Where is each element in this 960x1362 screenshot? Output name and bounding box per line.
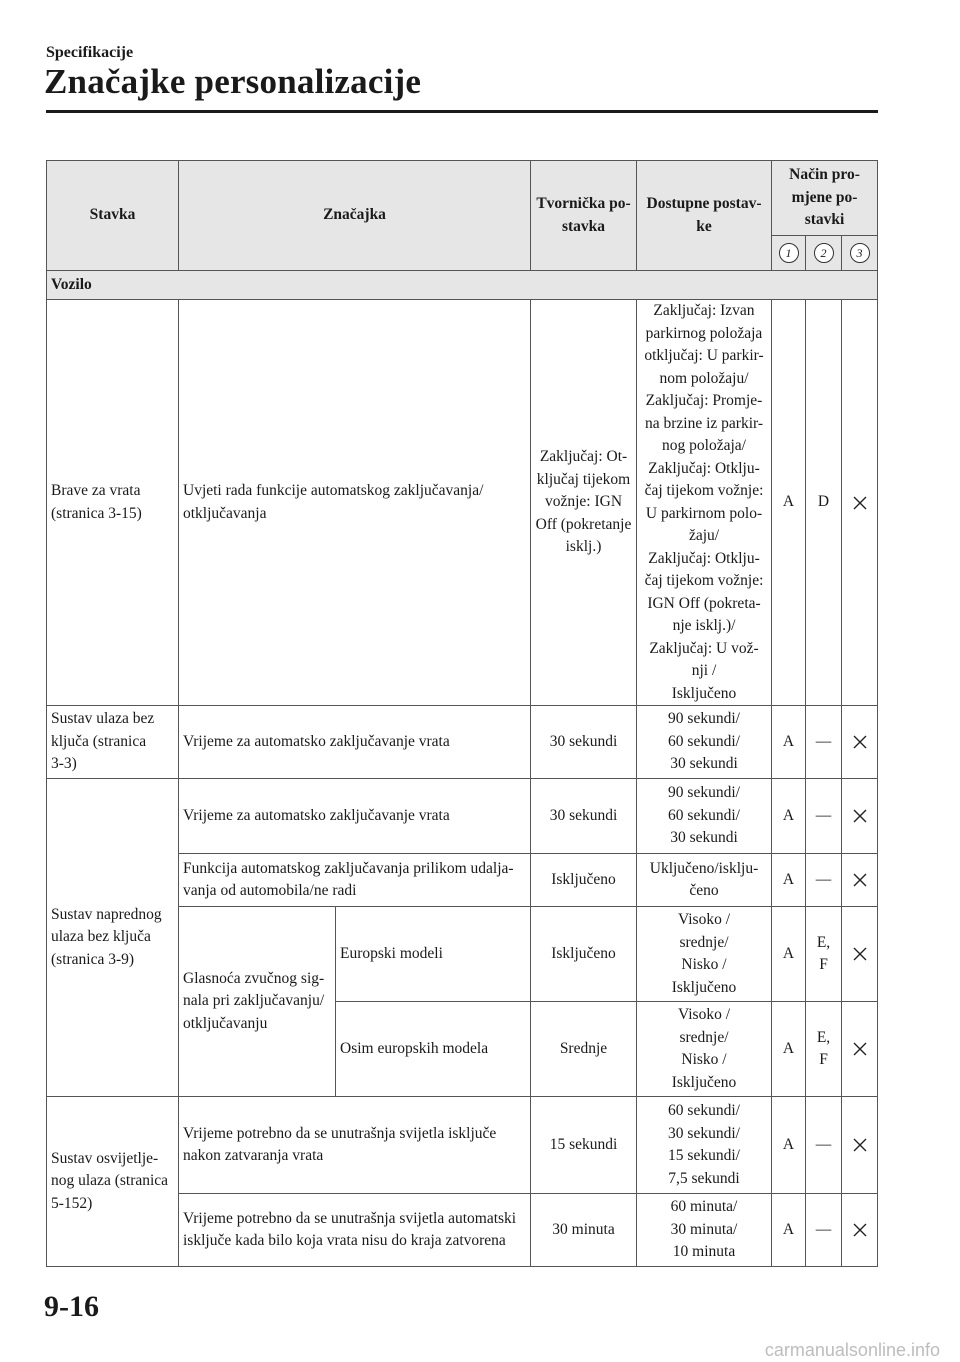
- table-header-row: [47, 161, 878, 236]
- header-feature: Značajka: [179, 161, 531, 271]
- factory-cell: 30 sekundi: [531, 706, 637, 779]
- item-cell: Brave za vrata (stranica 3-15): [47, 300, 179, 706]
- title-rule: [46, 110, 878, 113]
- feature-cell: Vrijeme za automatsko zaključavanje vrata: [179, 779, 531, 854]
- customization-table: [46, 160, 878, 1267]
- available-cell: 60 sekundi/ 30 sekundi/ 15 sekundi/ 7,5 sekundi: [637, 1097, 772, 1194]
- method-col-2: [806, 236, 842, 271]
- method-2-cell: D: [806, 300, 842, 706]
- factory-cell: Isključeno: [531, 907, 637, 1002]
- table-row: [47, 1097, 878, 1194]
- method-2-cell: —: [806, 1097, 842, 1194]
- factory-cell: 30 sekundi: [531, 779, 637, 854]
- available-cell: 90 sekundi/ 60 sekundi/ 30 sekundi: [637, 706, 772, 779]
- available-cell: 60 minuta/ 30 minuta/ 10 minuta: [637, 1194, 772, 1267]
- method-col-3: [842, 236, 878, 271]
- section-label: Specifikacije: [46, 44, 134, 61]
- method-2-cell: —: [806, 854, 842, 907]
- method-1-cell: A: [772, 1097, 806, 1194]
- method-3-cell: [842, 706, 878, 779]
- method-1-cell: A: [772, 854, 806, 907]
- method-1-cell: A: [772, 1194, 806, 1267]
- method-3-cell: [842, 1194, 878, 1267]
- cross-icon: [852, 495, 868, 511]
- cross-icon: [852, 808, 868, 824]
- method-3-cell: [842, 1002, 878, 1097]
- method-2-cell: —: [806, 779, 842, 854]
- method-2-cell: E, F: [806, 907, 842, 1002]
- factory-cell: Zaključaj: Ot- ključaj tijekom vožnje: IGN Off (pokretanje isklj.): [531, 300, 637, 706]
- model-cell: Europski modeli: [336, 907, 531, 1002]
- method-1-cell: A: [772, 1002, 806, 1097]
- cross-icon: [852, 1041, 868, 1057]
- feature-cell: Vrijeme za automatsko zaključavanje vrata: [179, 706, 531, 779]
- feature-cell: Vrijeme potrebno da se unutrašnja svijetla isključe nakon zatvaranja vrata: [179, 1097, 531, 1194]
- header-available: Dostupne postav- ke: [637, 161, 772, 271]
- table-row: [47, 779, 878, 854]
- method-2-cell: —: [806, 1194, 842, 1267]
- cross-icon: [852, 1222, 868, 1238]
- feature-cell: Vrijeme potrebno da se unutrašnja svijetla automatski isključe kada bilo koja vrata nisu do kraja zatvorena: [179, 1194, 531, 1267]
- method-2-cell: E, F: [806, 1002, 842, 1097]
- watermark: carmanualsonline.info: [764, 1340, 940, 1360]
- method-3-cell: [842, 1097, 878, 1194]
- method-col-1: [772, 236, 806, 271]
- feature-cell: Glasnoća zvučnog sig- nala pri zaključavanju/ otključavanju: [179, 907, 336, 1097]
- method-1-cell: A: [772, 706, 806, 779]
- factory-cell: Srednje: [531, 1002, 637, 1097]
- group-label: Vozilo: [47, 271, 878, 300]
- available-cell: Visoko / srednje/ Nisko / Isključeno: [637, 1002, 772, 1097]
- method-1-cell: A: [772, 907, 806, 1002]
- method-3-cell: [842, 907, 878, 1002]
- available-cell: Visoko / srednje/ Nisko / Isključeno: [637, 907, 772, 1002]
- cross-icon: [852, 1137, 868, 1153]
- method-1-cell: A: [772, 779, 806, 854]
- model-cell: Osim europskih modela: [336, 1002, 531, 1097]
- feature-cell: Funkcija automatskog zaključavanja prilikom udalja- vanja od automobila/ne radi: [179, 854, 531, 907]
- circled-number-icon: 3: [850, 243, 870, 263]
- table-row: [47, 300, 878, 706]
- cross-icon: [852, 734, 868, 750]
- item-cell: Sustav naprednog ulaza bez ključa (stranica 3-9): [47, 779, 179, 1097]
- feature-cell: Uvjeti rada funkcije automatskog zaključavanja/ otključavanja: [179, 300, 531, 706]
- page-title: Značajke personalizacije: [44, 62, 422, 101]
- method-2-cell: —: [806, 706, 842, 779]
- method-3-cell: [842, 779, 878, 854]
- available-cell: Zaključaj: Izvan parkirnog položaja otključaj: U parkir- nom položaju/ Zaključaj: Promje- na brzine iz parkir- nog položaja/ Zaključaj: Otklju- čaj tijekom vožnje: U parkirnom polo- žaju/ Zaključaj: Otklju- čaj tijekom vožnje: IGN Off (pokreta- nje isklj.)/ Zaključaj: U vož- nji / Isključeno: [637, 300, 772, 706]
- header-factory: Tvornička po- stavka: [531, 161, 637, 271]
- factory-cell: 30 minuta: [531, 1194, 637, 1267]
- item-cell: Sustav osvijetlje- nog ulaza (stranica 5-152): [47, 1097, 179, 1267]
- factory-cell: Isključeno: [531, 854, 637, 907]
- cross-icon: [852, 946, 868, 962]
- page-number: 9-16: [44, 1290, 99, 1323]
- group-row: [47, 271, 878, 300]
- method-3-cell: [842, 300, 878, 706]
- circled-number-icon: 1: [779, 243, 799, 263]
- available-cell: 90 sekundi/ 60 sekundi/ 30 sekundi: [637, 779, 772, 854]
- method-3-cell: [842, 854, 878, 907]
- header-item: Stavka: [47, 161, 179, 271]
- available-cell: Uključeno/isklju- čeno: [637, 854, 772, 907]
- table-row: [47, 706, 878, 779]
- method-1-cell: A: [772, 300, 806, 706]
- cross-icon: [852, 872, 868, 888]
- item-cell: Sustav ulaza bez ključa (stranica 3-3): [47, 706, 179, 779]
- circled-number-icon: 2: [814, 243, 834, 263]
- header-method: Način pro- mjene po- stavki: [772, 161, 878, 236]
- factory-cell: 15 sekundi: [531, 1097, 637, 1194]
